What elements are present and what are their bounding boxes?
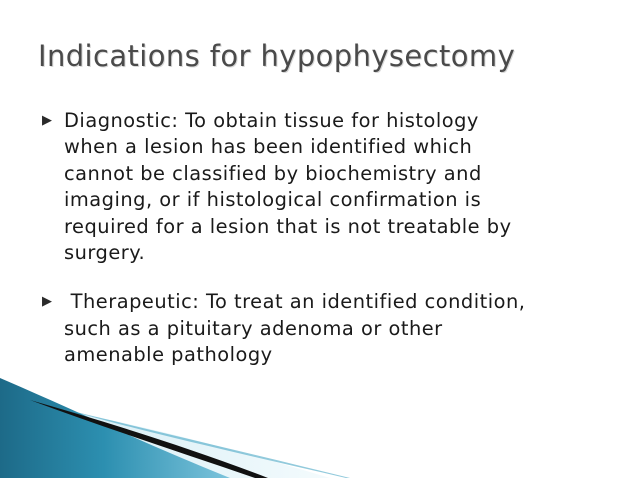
- slide-title: Indications for hypophysectomy: [38, 39, 516, 73]
- bullet-therapeutic: [42, 289, 622, 368]
- bullet-text-line: cannot be classified by biochemistry and: [64, 161, 482, 185]
- decorative-swoosh: [0, 378, 638, 478]
- bullet-arrow-icon: ▶: [42, 294, 53, 310]
- bullet-text-line: when a lesion has been identified which: [64, 135, 473, 159]
- bullet-text-line: required for a lesion that is not treatable by: [64, 214, 512, 238]
- bullet-diagnostic: [42, 108, 622, 266]
- bullet-text-line: such as a pituitary adenoma or other: [64, 316, 443, 340]
- bullet-text-line: Diagnostic: To obtain tissue for histology: [64, 109, 479, 132]
- bullet-list: [42, 108, 622, 369]
- bullet-text-line: Therapeutic: To treat an identified condition,: [64, 290, 526, 314]
- bullet-text-line: imaging, or if histological confirmation is: [64, 188, 482, 212]
- bullet-text-line: surgery.: [64, 241, 146, 265]
- bullet-text-line: amenable pathology: [64, 343, 273, 367]
- bullet-arrow-icon: ▶: [42, 113, 53, 128]
